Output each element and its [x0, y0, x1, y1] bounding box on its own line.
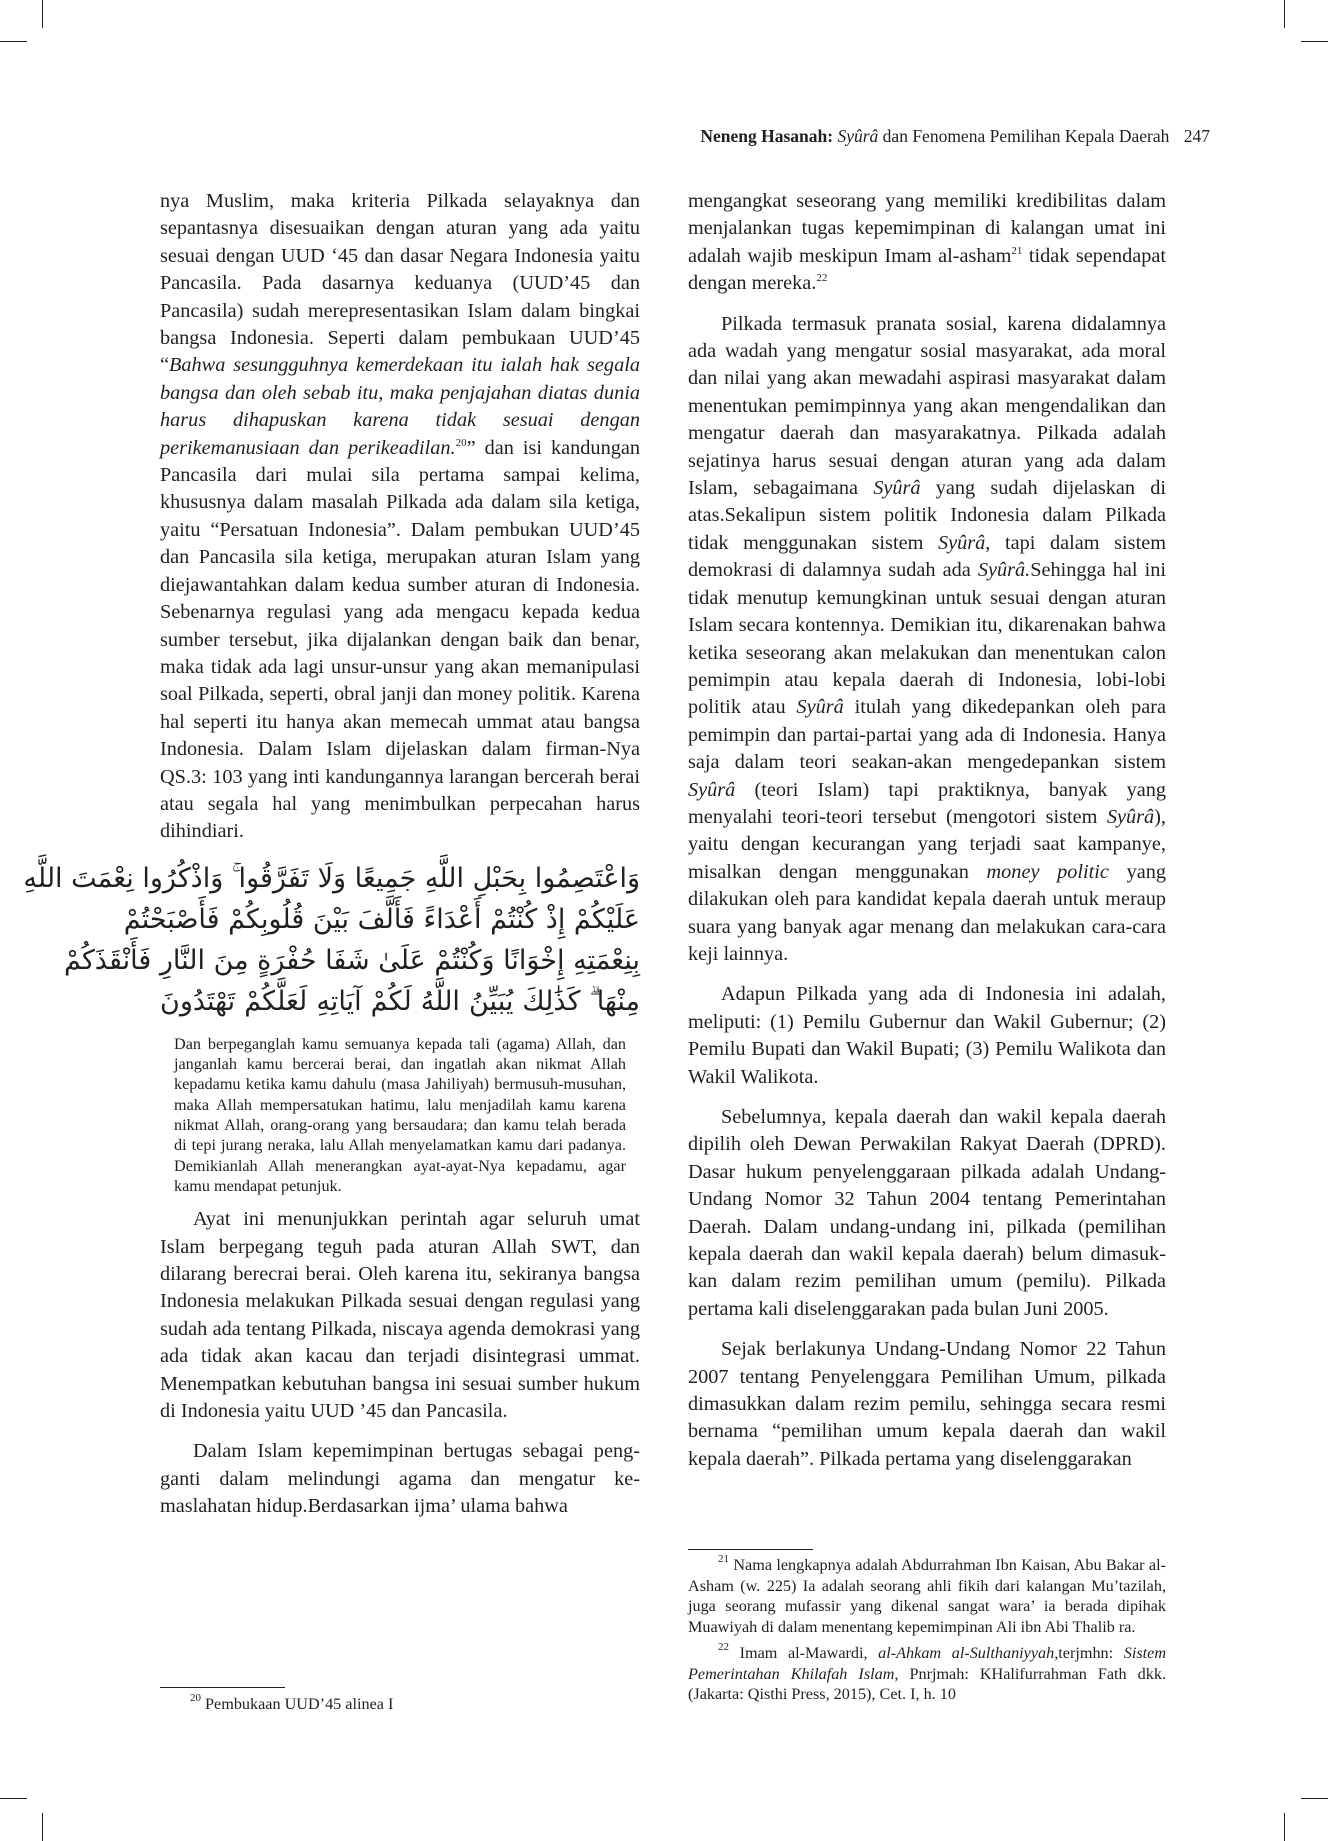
preamble-quote: Bahwa sesungguhnya kemerdekaan itu ialah hak segala bangsa dan oleh sebab itu, maka penjajahan diatas dunia harus dihapuskan karena tidak sesuai dengan perikemanusiaan dan perikeadilan. [160, 354, 640, 459]
crop-mark [1301, 1798, 1328, 1799]
arabic-verse [23, 858, 640, 1022]
footnote-text: Nama lengkapnya adalah Abdurrahman Ibn Kaisan, Abu Bakar al-Asham (w. 225) Ia adalah seorang ahli fikih dari kalangan Mu’tazilah, juga seorang mufassir yang dikenal sangat wara’ ia berada dipihak Muawiyah di dalam menentang kepemimpinan Ali ibn Abi Thalib ra. [688, 1556, 1166, 1636]
paragraph [688, 311, 1166, 969]
paragraph-text: mengangkat seseorang yang memiliki kredibilitas dalam menjalankan tugas kepemimpinan di kalangan umat ini adalah wajib meskipun Imam al-asham [688, 190, 1166, 267]
crop-mark [0, 41, 27, 42]
italic-term: money politic [986, 860, 1109, 883]
crop-mark [42, 0, 43, 28]
crop-mark [1284, 1813, 1285, 1841]
footnote-number: 21 [718, 1553, 729, 1565]
italic-term: Syûrâ [937, 531, 986, 554]
paragraph-text: yang dilakukan oleh para kandidat kepala daerah untuk meraup suara yang banyak agar menang dan melakukan cara-cara keji lainnya. [688, 860, 1166, 965]
crop-mark [1284, 0, 1285, 28]
footnote-21 [688, 1555, 1166, 1637]
italic-term: Syûrâ [1106, 805, 1155, 828]
paragraph-text: tidak sependapat dengan mereka. [688, 244, 1167, 295]
footnote-text: Imam al-Mawardi, [729, 1644, 879, 1662]
paragraph: Sejak berlakunya Undang-Undang Nomor 22 Tahun 2007 tentang Penyelenggara Pemilihan Umum, pilkada dimasukkan dalam rezim pemilu, sehingga secara resmi bernama “pemilihan umum kepala daerah dan wakil kepala daerah”. Pilkada pertama yang diselenggarakan [688, 1338, 1166, 1470]
paragraph-text: ” dan isi kandungan Pancasila dari mulai sila pertama sampai kelima, khususnya dalam masalah Pilkada ada dalam sila ketiga, yaitu “Persatuan Indonesia”. Dalam pembukan UUD’45 dan Pancasila sila ketiga, merupakan aturan Islam yang diejawantahkan dalam kedua sumber aturan di Indonesia. Sebenarnya regulasi yang ada mengacu kepada kedua sumber tersebut, jika dijalankan dengan baik dan benar, maka tidak ada lagi unsur-unsur yang akan memanipulasi soal Pilkada, seperti, obral janji dan money politik. Karena hal seperti itu hanya akan memecah ummat atau bangsa Indonesia. Dalam Islam dijelaskan dalam firman-Nya QS.3: 103 yang inti kandungannya larangan bercerah berai atau segala hal yang menimbulkan perpecahan harus dihindiari. [160, 436, 640, 843]
verse-translation: Dan berpeganglah kamu semuanya kepada tali (agama) Allah, dan janganlah kamu bercerai berai, dan ingatlah akan nikmat Allah kepadamu ketika kamu dahulu (masa Jahiliyah) bermusuh-musuhan, maka Allah mempersatukan hatimu, lalu menjadilah kamu karena nikmat Allah, orang-orang yang bersaudara; dan kamu telah berada di tepi jurang neraka, lalu Allah menyelamatkan kamu dari padanya. Demikianlah Allah menerangkan ayat-ayat-Nya kepadamu, agar kamu mendapat petunjuk. [174, 1034, 626, 1195]
footnote-ref: 21 [1011, 244, 1023, 257]
paragraph-text: Pilkada termasuk pranata sosial, karena didalamnya ada wadah yang mengatur sosial masyarakat, ada moral dan nilai yang akan mewadahi aspirasi masyarakat dalam menentukan pemimpinnya yang akan mengendalikan dan mengatur daerah dan masyarakatnya. Pilkada adalah sejatinya harus sesuai dengan aturan yang ada dalam Islam, sebagaimana [688, 312, 1166, 500]
footnote-rule [688, 1549, 813, 1550]
left-column [23, 188, 640, 1521]
italic-term: Syûrâ [873, 477, 921, 500]
header-title-italic: Syûrâ [837, 126, 879, 146]
footnote-text: Pembukaan UUD’45 alinea I [201, 1695, 394, 1713]
arabic-line: مِنْهَا ۗ كَذَٰلِكَ يُبَيِّنُ اللَّهُ لَكُمْ آيَاتِهِ لَعَلَّكُمْ تَهْتَدُونَ [160, 985, 640, 1017]
paragraph-text: itulah yang dikedepankan oleh para pemimpin dan partai-partai yang ada di Indonesia. Hanya saja dalam teori seakan-akan mengedepankan sistem [688, 696, 1166, 774]
running-header [640, 126, 1210, 147]
footnote-ref: 20 [455, 436, 467, 449]
footnote-number: 20 [190, 1692, 201, 1704]
paragraph-text: ), yaitu dengan kecurangan yang terjadi saat kampanye, misalkan dengan menggunakan [688, 805, 1166, 883]
crop-mark [42, 1813, 43, 1841]
header-author: Neneng Hasanah: [700, 126, 834, 146]
arabic-line: وَاعْتَصِمُوا بِحَبْلِ اللَّهِ جَمِيعًا وَلَا تَفَرَّقُوا ۚ وَاذْكُرُوا نِعْمَتَ اللَّهِ [23, 862, 640, 894]
paragraph [160, 188, 640, 846]
right-column [688, 188, 1166, 1473]
paragraph-text: (teori Islam) tapi praktiknya, banyak yang menyalahi teori-teori tersebut (mengotori sistem [688, 778, 1166, 828]
italic-term: Syûrâ. [977, 559, 1031, 582]
footnote-text: Pnrjmah: KHalifurrahman Fath dkk. (Jakarta: Qisthi Press, 2015), Cet. I, h. 10 [688, 1664, 1166, 1703]
book-title: Sistem Pemerintahan Khilafah Islam, [688, 1644, 1167, 1683]
footnotes-right [688, 1555, 1166, 1705]
paragraph: Ayat ini menunjukkan perintah agar seluruh umat Islam berpegang teguh pada aturan Allah SWT, dan dilarang berecrai berai. Oleh karena itu, sekiranya bangsa Indonesia melakukan Pilkada sesuai dengan regulasi yang sudah ada tentang Pilkada, niscaya agenda demokrasi yang ada tidak akan kacau dan terjadi disintegrasi ummat. Menempatkan kebutuhan bangsa ini sesuai sumber hukum di Indonesia yaitu UUD ’45 dan Pancasila. [160, 1208, 640, 1422]
paragraph-text: nya Muslim, maka kriteria Pilkada selayaknya dan sepantasnya disesuaikan dengan aturan yang ada yaitu sesuai dengan UUD ‘45 dan dasar Negara Indonesia yaitu Pancasila. Pada dasarnya keduanya (UUD’45 dan Pancasila) sudah merepresentasikan Islam dalam bingkai bangsa Indonesia. Seperti dalam pembukaan UUD’45 “ [160, 190, 640, 377]
footnote-22 [688, 1643, 1166, 1705]
paragraph-text: , tapi dalam sistem demokrasi di dalamnya sudah ada [688, 531, 1166, 582]
arabic-line: عَلَيْكُمْ إِذْ كُنْتُمْ أَعْدَاءً فَأَلَّفَ بَيْنَ قُلُوبِكُمْ فَأَصْبَحْتُمْ [123, 903, 640, 935]
paragraph: Adapun Pilkada yang ada di Indonesia ini adalah, meliputi: (1) Pemilu Gubernur dan Wakil Gubernur; (2) Pemilu Bupati dan Wakil Bupati; (3) Pemilu Walikota dan Wakil Walikota. [688, 983, 1166, 1088]
paragraph: Sebelumnya, kepala daerah dan wakil kepala daerah dipilih oleh Dewan Perwakilan Rakyat Daerah (DPRD). Dasar hukum penyelenggaraan pilkada adalah Undang-Undang Nomor 32 Tahun 2004 tentang Pemerintahan Daerah. Dalam undang-undang ini, pilkada (pemilihan kepala daerah dan wakil kepala daerah) belum dimasukkan dalam rezim pemilihan umum (pemilu). Pilkada pertama kali diselenggarakan pada bulan Juni 2005. [688, 1106, 1166, 1320]
footnote-20 [160, 1694, 640, 1715]
paragraph-text: yang sudah dijelaskan di atas.Sekalipun sistem politik Indonesia dalam Pilkada tidak menggunakan sistem [688, 477, 1166, 554]
footnote-rule [160, 1687, 285, 1688]
book-title: al-Ahkam al-Sulthaniyyah, [878, 1644, 1059, 1662]
crop-mark [1301, 41, 1328, 42]
header-title: dan Fenomena Pemilihan Kepala Daerah [878, 126, 1170, 146]
crop-mark [0, 1798, 27, 1799]
footnote-text: terjmhn: [1058, 1644, 1124, 1662]
footnote-ref: 22 [816, 272, 828, 285]
arabic-line: بِنِعْمَتِهِ إِخْوَانًا وَكُنْتُمْ عَلَىٰ شَفَا حُفْرَةٍ مِنَ النَّارِ فَأَنْقَذَكُمْ [63, 944, 640, 976]
paragraph [688, 188, 1166, 298]
italic-term: Syûrâ [796, 696, 844, 719]
page-number: 247 [1183, 126, 1210, 146]
paragraph-text: Sehingga hal ini tidak menutup kemungkinan untuk sesuai dengan aturan Islam secara kontennya. Demikian itu, dikarenakan bahwa ketika seseorang akan melakukan dan menentukan calon pemimpin atau kepala daerah di Indonesia, lobi-lobi politik atau [688, 559, 1166, 719]
footnote-number: 22 [718, 1641, 729, 1653]
paragraph: Dalam Islam kepemimpinan bertugas sebagai pengganti dalam melindungi agama dan mengatur kemaslahatan hidup.Berdasarkan ijma’ ulama bahwa [160, 1440, 640, 1518]
italic-term: Syûrâ [688, 778, 736, 801]
